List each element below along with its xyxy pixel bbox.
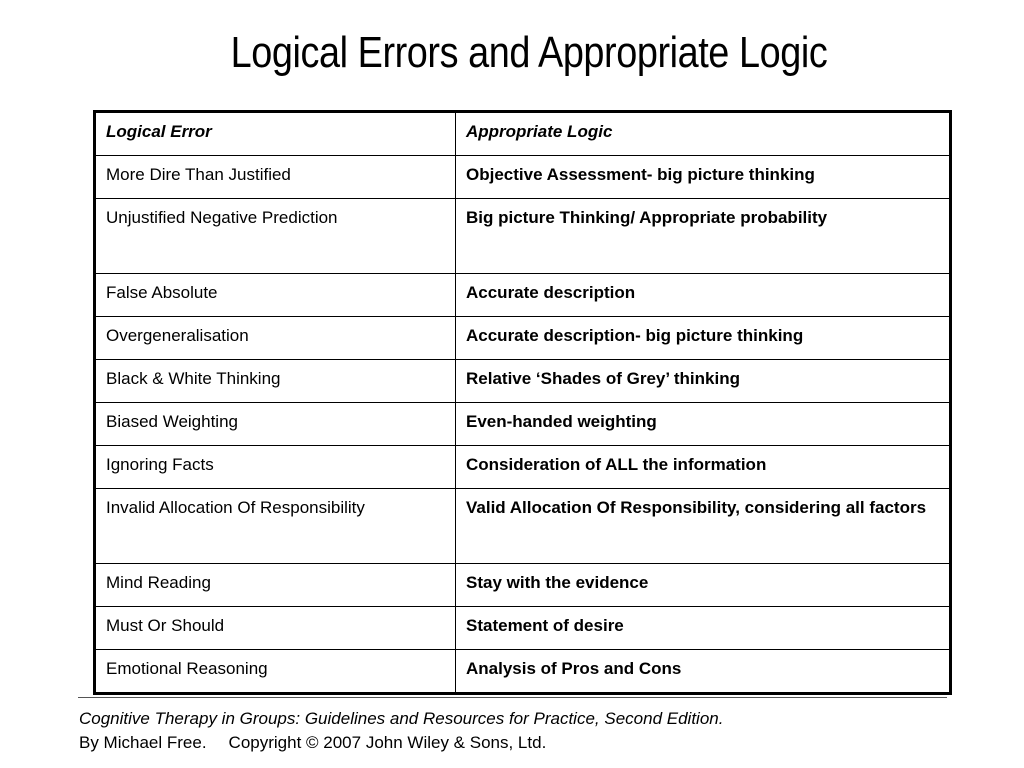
logical-errors-table [93, 110, 952, 695]
logical-error-cell: Emotional Reasoning [95, 650, 456, 694]
citation [79, 707, 723, 755]
logical-error-cell: Black & White Thinking [95, 360, 456, 403]
appropriate-logic-cell: Valid Allocation Of Responsibility, considering all factors [456, 489, 951, 564]
logical-error-cell: Biased Weighting [95, 403, 456, 446]
table-row [95, 607, 951, 650]
logical-error-cell: Must Or Should [95, 607, 456, 650]
appropriate-logic-cell: Analysis of Pros and Cons [456, 650, 951, 694]
slide-title: Logical Errors and Appropriate Logic [230, 28, 828, 77]
appropriate-logic-cell: Objective Assessment- big picture thinking [456, 156, 951, 199]
appropriate-logic-cell: Consideration of ALL the information [456, 446, 951, 489]
logical-error-cell: Mind Reading [95, 564, 456, 607]
table-row [95, 564, 951, 607]
citation-credit [79, 731, 723, 755]
logical-error-cell: Unjustified Negative Prediction [95, 199, 456, 274]
table-header-row [95, 112, 951, 156]
appropriate-logic-cell: Relative ‘Shades of Grey’ thinking [456, 360, 951, 403]
appropriate-logic-cell: Even-handed weighting [456, 403, 951, 446]
appropriate-logic-cell: Accurate description [456, 274, 951, 317]
table-row [95, 317, 951, 360]
logical-error-cell: Overgeneralisation [95, 317, 456, 360]
table-row [95, 156, 951, 199]
citation-copyright: Copyright © 2007 John Wiley & Sons, Ltd. [228, 733, 547, 752]
appropriate-logic-cell: Accurate description- big picture thinking [456, 317, 951, 360]
table-row [95, 650, 951, 694]
citation-source: Cognitive Therapy in Groups: Guidelines and Resources for Practice, Second Edition. [79, 709, 724, 728]
table-row [95, 446, 951, 489]
table-row [95, 489, 951, 564]
appropriate-logic-cell: Big picture Thinking/ Appropriate probability [456, 199, 951, 274]
column-header-logical-error: Logical Error [95, 112, 456, 156]
logical-error-cell: Invalid Allocation Of Responsibility [95, 489, 456, 564]
appropriate-logic-cell: Stay with the evidence [456, 564, 951, 607]
table-row [95, 360, 951, 403]
citation-author: By Michael Free. [79, 733, 207, 752]
logical-error-cell: More Dire Than Justified [95, 156, 456, 199]
table-row [95, 403, 951, 446]
footer-divider [78, 697, 947, 698]
column-header-appropriate-logic: Appropriate Logic [456, 112, 951, 156]
logical-error-cell: False Absolute [95, 274, 456, 317]
table-row [95, 274, 951, 317]
table-row [95, 199, 951, 274]
appropriate-logic-cell: Statement of desire [456, 607, 951, 650]
logical-error-cell: Ignoring Facts [95, 446, 456, 489]
